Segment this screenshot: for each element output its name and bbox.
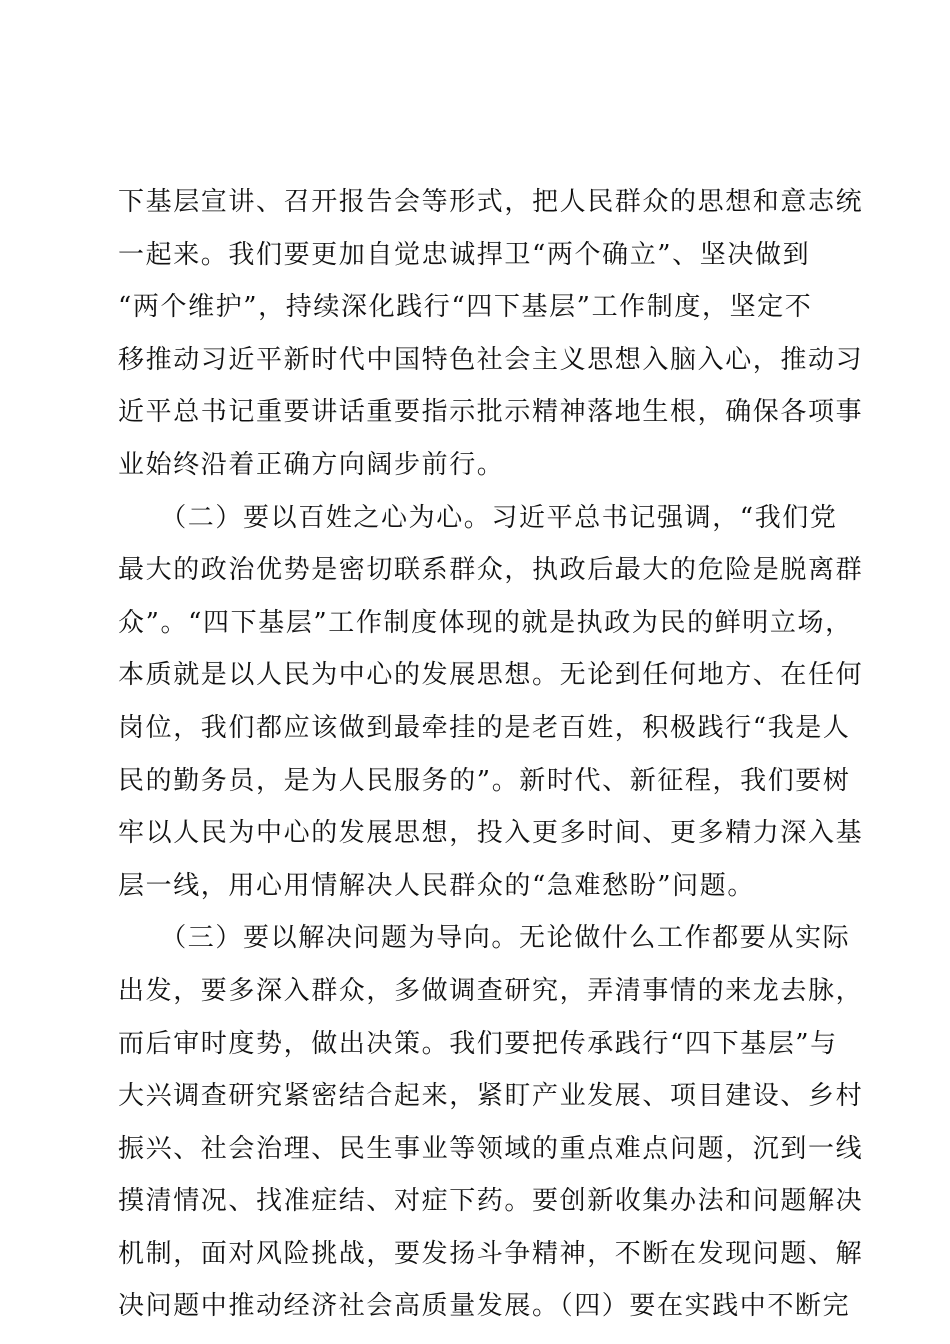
text-line: 出发，要多深入群众，多做调查研究，弄清事情的来龙去脉， [118, 975, 864, 1006]
text-line: 民的勤务员，是为人民服务的”。新时代、新征程，我们要树 [118, 765, 851, 796]
text-line: 最大的政治优势是密切联系群众，执政后最大的危险是脱离群 [118, 555, 864, 586]
paragraph-3-start-line: （三）要以解决问题为导向。无论做什么工作都要从实际 [118, 923, 851, 954]
text-line: 决问题中推动经济社会高质量发展。（四）要在实践中不断完 [118, 1291, 851, 1322]
text-line: 牢以人民为中心的发展思想，投入更多时间、更多精力深入基 [118, 818, 864, 849]
body-text [118, 176, 864, 1333]
text-line: 下基层宣讲、召开报告会等形式，把人民群众的思想和意志统 [118, 187, 864, 217]
text-line: 大兴调查研究紧密结合起来，紧盯产业发展、项目建设、乡村 [118, 1081, 864, 1112]
text-line: 岗位，我们都应该做到最牵挂的是老百姓，积极践行“我是人 [118, 712, 851, 743]
text-line: 层一线，用心用情解决人民群众的“急难愁盼”问题。 [118, 870, 755, 901]
text-line: 摸清情况、找准症结、对症下药。要创新收集办法和问题解决 [118, 1186, 864, 1217]
text-line: 众”。“四下基层”工作制度体现的就是执政为民的鲜明立场， [118, 607, 853, 638]
text-line: 近平总书记重要讲话重要指示批示精神落地生根，确保各项事 [118, 397, 864, 428]
text-line: 机制，面对风险挑战，要发扬斗争精神，不断在发现问题、解 [118, 1238, 864, 1269]
text-line: 业始终沿着正确方向阔步前行。 [118, 449, 505, 480]
text-line: 移推动习近平新时代中国特色社会主义思想入脑入心，推动习 [118, 344, 864, 375]
text-line: 振兴、社会治理、民生事业等领域的重点难点问题，沉到一线 [118, 1133, 864, 1164]
text-line: 而后审时度势，做出决策。我们要把传承践行“四下基层”与 [118, 1028, 838, 1059]
text-line: 本质就是以人民为中心的发展思想。无论到任何地方、在任何 [118, 660, 864, 691]
text-line: “两个维护”，持续深化践行“四下基层”工作制度，坚定不 [118, 292, 813, 323]
paragraph-2-start-line: （二）要以百姓之心为心。习近平总书记强调，“我们党 [118, 502, 838, 533]
text-line: 一起来。我们要更加自觉忠诚捍卫“两个确立”、坚决做到 [118, 239, 811, 270]
